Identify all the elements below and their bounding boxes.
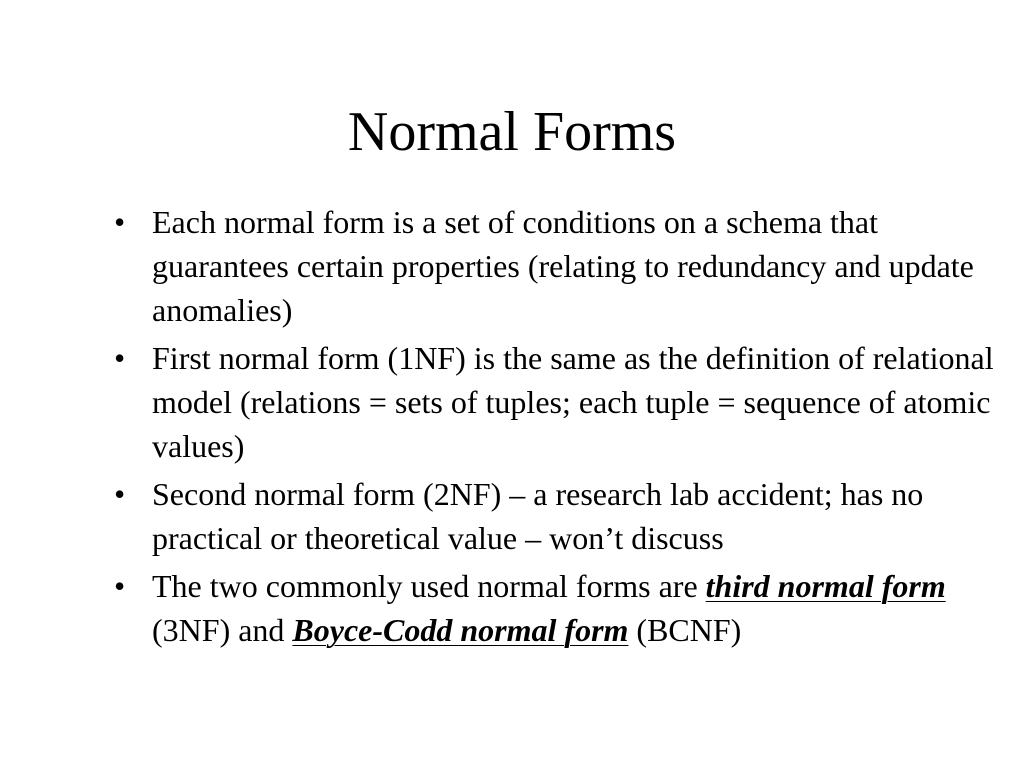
bullet-item xyxy=(114,564,1014,652)
bullet-list xyxy=(114,200,1014,656)
bullet-text-part: (3NF) and xyxy=(152,612,293,648)
slide-title: Normal Forms xyxy=(347,101,677,163)
bullet-icon: • xyxy=(114,476,126,512)
bullet-text: Second normal form (2NF) – a research lab accident; has no practical or theoretical value – won’t discuss xyxy=(152,476,924,556)
bullet-icon: • xyxy=(114,204,126,240)
bullet-item xyxy=(114,200,1014,332)
bullet-icon: • xyxy=(114,340,126,376)
bullet-text: First normal form (1NF) is the same as the definition of relational model (relations = sets of tuples; each tuple = sequence of atomic values) xyxy=(152,340,994,464)
bullet-icon: • xyxy=(114,568,126,604)
bullet-text-part: The two commonly used normal forms are xyxy=(152,568,706,604)
bullet-item xyxy=(114,336,1014,468)
emphasized-term-bcnf: Boyce-Codd normal form xyxy=(292,612,629,648)
bullet-text: Each normal form is a set of conditions on a schema that guarantees certain properties (relating to redundancy and update anomalies) xyxy=(152,204,974,328)
bullet-item xyxy=(114,472,1014,560)
bullet-text-part: (BCNF) xyxy=(628,612,742,648)
emphasized-term-3nf: third normal form xyxy=(705,568,946,604)
